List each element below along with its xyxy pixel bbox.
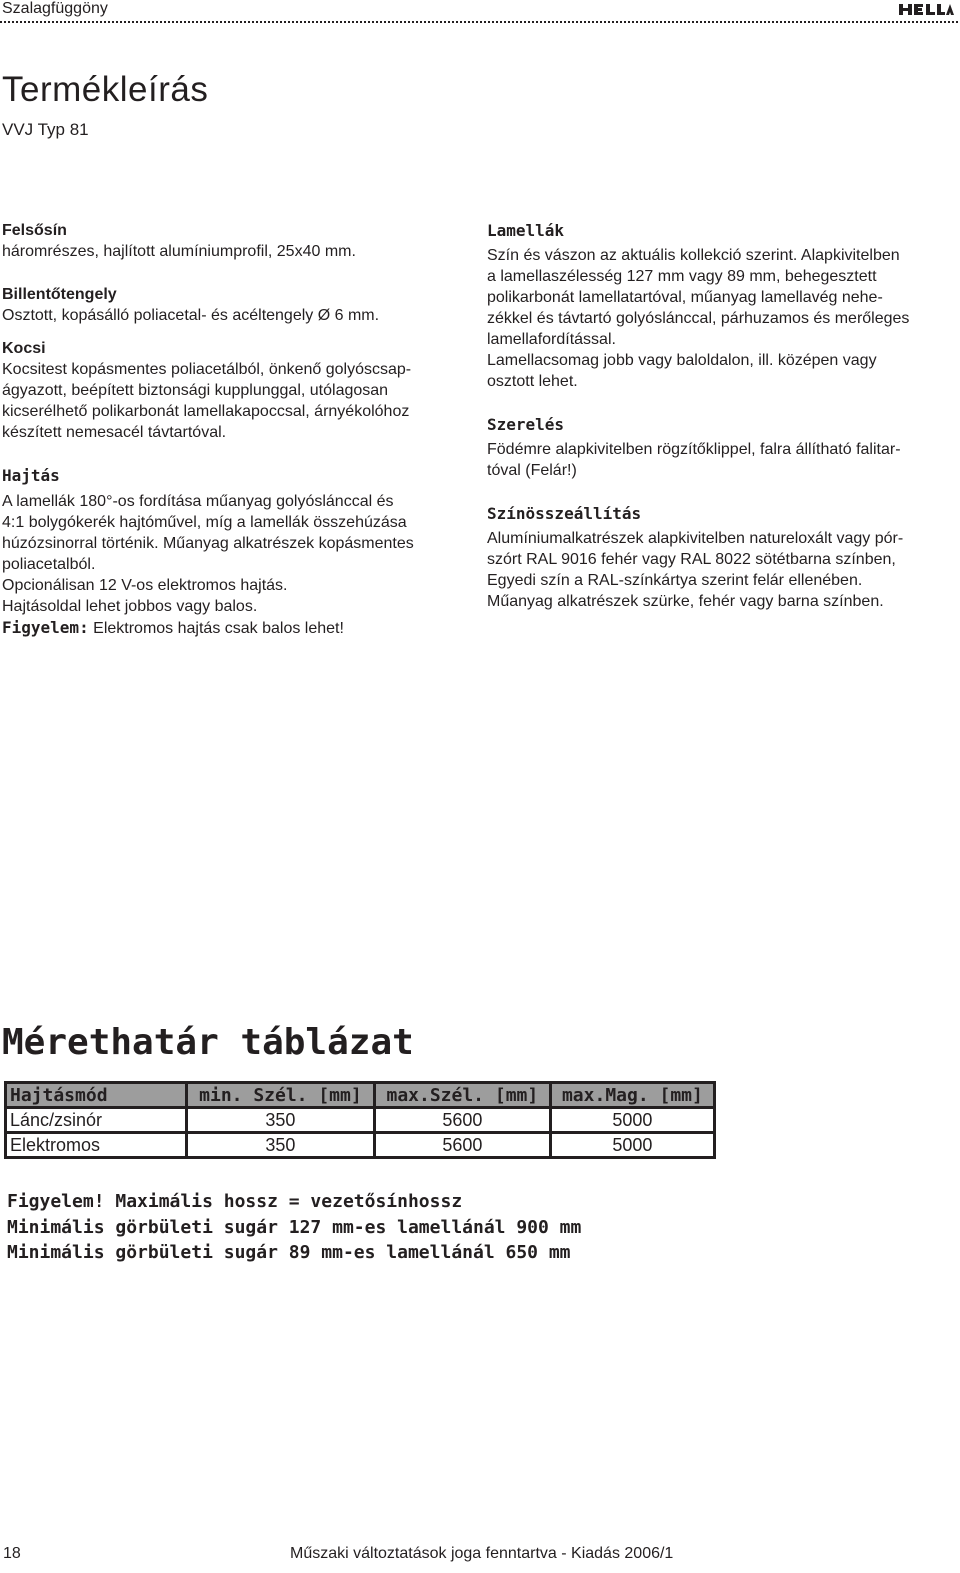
note-line: Minimális görbületi sugár 89 mm-es lamellánál 650 mm [7,1242,571,1263]
size-limits-table [4,1081,716,1159]
table-cell: 5600 [374,1133,550,1158]
warning-label: Figyelem: [2,618,89,637]
section-text: háromrészes, hajlított alumíniumprofil, 25x40 mm. [2,243,356,260]
header-divider [0,21,958,23]
section-kocsi [2,338,472,443]
table-cell: 5600 [374,1108,550,1133]
table-cell: 5000 [550,1108,714,1133]
warning-text: Elektromos hajtás csak balos lehet! [88,620,344,637]
column-header: min. Szél. [mm] [187,1083,375,1108]
section-heading: Felsősín [2,222,67,239]
page-number: 18 [3,1545,21,1562]
table-row [6,1108,715,1133]
warning-line [2,617,472,639]
table-cell: 350 [187,1108,375,1133]
section-text: Szín és vászon az aktuális kollekció szerint. Alapkivitelben a lamellaszélesség 127 mm vagy 89 mm, behegesztett polikarbonát lamellatartóval, műanyag lamellavég nehe- zékkel és távtartó golyóslánccal, párhuzamos és merőleges lamellafordítással. Lamellacsomag jobb vagy baloldalon, ill. középen vagy osztott lehet. [487,247,910,390]
section-heading: Hajtás [2,466,60,485]
brand-logo [899,3,955,16]
section-hajtas [2,465,472,639]
table-cell: 5000 [550,1133,714,1158]
left-column [2,220,472,639]
section-heading: Színösszeállítás [487,504,642,523]
section-lamellak [487,220,955,392]
section-felsosin [2,220,472,262]
table-title: Mérethatár táblázat [2,1022,414,1063]
section-heading: Kocsi [2,340,46,357]
footer-text: Műszaki változtatások joga fenntartva - Kiadás 2006/1 [290,1545,674,1562]
section-text: Födémre alapkivitelben rögzítőklippel, falra állítható falitar- tóval (Felár!) [487,441,901,479]
section-text: Kocsitest kopásmentes poliacetálból, önkenő golyóscsap- ágyazott, beépített biztonsági kupplunggal, utólagosan kicserélhető polikarbonát lamellakapoccsal, árnyékolóhoz készített nemesacél távtartóval. [2,361,412,441]
section-szereles [487,414,955,481]
table-header-row [6,1083,715,1108]
section-heading: Billentőtengely [2,286,117,303]
table-cell: Elektromos [6,1133,187,1158]
note-line: Minimális görbületi sugár 127 mm-es lamellánál 900 mm [7,1216,582,1238]
section-heading: Szerelés [487,415,565,434]
column-header: max.Mag. [mm] [550,1083,714,1108]
section-text: Alumíniumalkatrészek alapkivitelben natureloxált vagy pór- szórt RAL 9016 fehér vagy RAL 8022 sötétbarna színben, Egyedi szín a RAL-színkártya szerint felár ellenében. Műanyag alkatrészek szürke, fehér vagy barna színben. [487,530,904,610]
column-header: max.Szél. [mm] [374,1083,550,1108]
section-text: A lamellák 180°-os fordítása műanyag golyóslánccal és 4:1 bolygókerék hajtóművel, míg a lamellák összehúzása húzózsinorral történik. Műanyag alkatrészek kopásmentes poliacetalból. Opcionálisan 12 V-os elektromos hajtás. Hajtásoldal lehet jobbos vagy balos. [2,493,414,615]
product-subtitle: VVJ Typ 81 [2,120,89,139]
table-cell: 350 [187,1133,375,1158]
page-title: Termékleírás [2,70,209,109]
section-billentotengely [2,284,472,326]
table-cell: Lánc/zsinór [6,1108,187,1133]
header-section-title: Szalagfüggöny [2,0,108,17]
section-szinosszeallitas [487,503,955,612]
section-text: Osztott, kopásálló poliacetal- és acéltengely Ø 6 mm. [2,307,380,324]
note-line: Figyelem! Maximális hossz = vezetősínhossz [7,1191,463,1212]
column-header: Hajtásmód [6,1083,187,1108]
table-row [6,1133,715,1158]
right-column [487,220,955,612]
section-heading: Lamellák [487,221,565,240]
notes-block [7,1189,581,1266]
